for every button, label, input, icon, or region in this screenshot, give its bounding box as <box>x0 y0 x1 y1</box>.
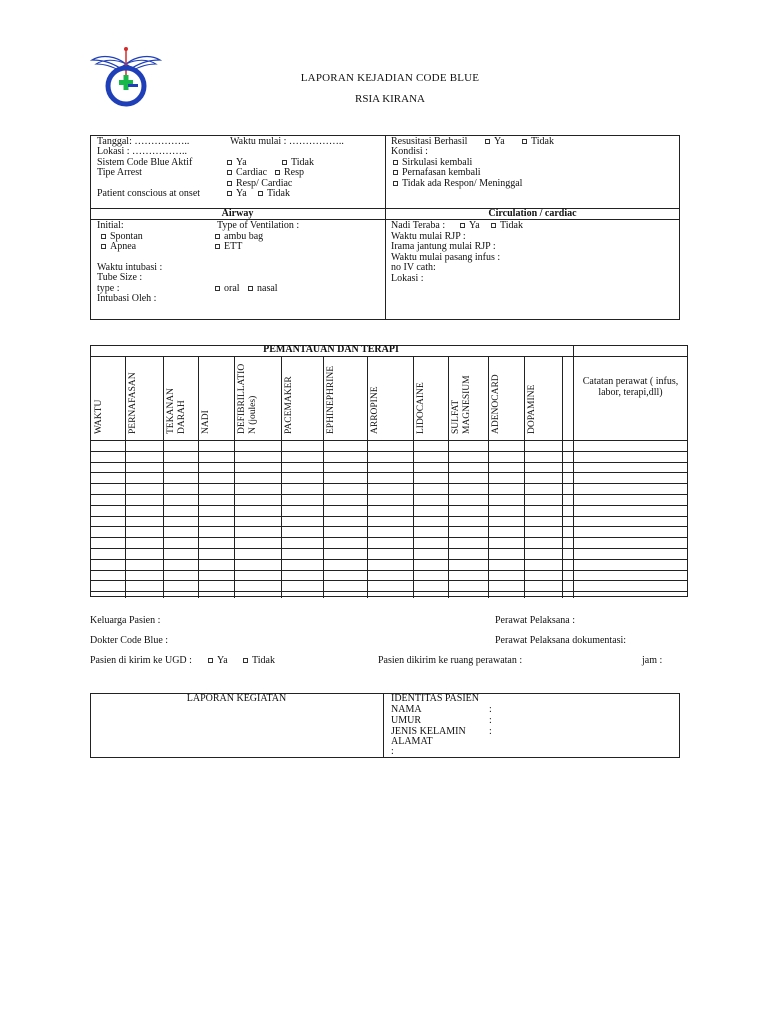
perawat-pelaksana-label: Perawat Pelaksana : <box>495 615 575 626</box>
nama-label: NAMA <box>391 704 422 715</box>
conscious-ya-option[interactable]: Ya <box>225 188 247 199</box>
type-label: type : <box>97 283 120 294</box>
nasal-option[interactable]: nasal <box>246 283 278 294</box>
checkbox-icon <box>215 286 220 291</box>
irama-label: Irama jantung mulai RJP : <box>391 241 496 252</box>
airway-heading: Airway <box>221 208 254 219</box>
ugd-label: Pasien di kirim ke UGD : <box>90 655 192 666</box>
conscious-label: Patient conscious at onset <box>97 188 201 199</box>
cardiac-option[interactable]: Cardiac <box>225 167 267 178</box>
sistem-tidak-option[interactable]: Tidak <box>280 157 314 168</box>
checkbox-icon <box>101 244 106 249</box>
laporan-kegiatan-label: LAPORAN KEGIATAN <box>186 693 287 704</box>
column-header: DEFIBRILLATIO N (joules) <box>237 363 258 434</box>
oral-option[interactable]: oral <box>213 283 240 294</box>
ugd-tidak-option[interactable]: Tidak <box>241 655 275 666</box>
hospital-logo <box>90 44 162 108</box>
alamat-label: ALAMAT <box>391 736 433 747</box>
sirkulasi-option[interactable]: Sirkulasi kembali <box>391 157 472 168</box>
umur-colon: : <box>489 715 492 726</box>
checkbox-icon <box>227 191 232 196</box>
jam-label: jam : <box>642 655 663 666</box>
checkbox-icon <box>393 181 398 186</box>
waktu-rjp-label: Waktu mulai RJP : <box>391 231 466 242</box>
column-header: TEKANAN DARAH <box>166 388 187 434</box>
sistem-ya-option[interactable]: Ya <box>225 157 247 168</box>
ambu-bag-option[interactable]: ambu bag <box>213 231 263 242</box>
monitoring-title: PEMANTAUAN DAN TERAPI <box>263 344 399 355</box>
column-header: WAKTU <box>94 399 104 434</box>
lokasi-label: Lokasi : …………….. <box>97 146 187 157</box>
nadi-tidak-option[interactable]: Tidak <box>489 220 523 231</box>
column-header: PACEMAKER <box>284 376 294 434</box>
resp-cardiac-option[interactable]: Resp/ Cardiac <box>225 178 292 189</box>
conscious-tidak-option[interactable]: Tidak <box>256 188 290 199</box>
checkbox-icon <box>393 160 398 165</box>
nadi-ya-option[interactable]: Ya <box>458 220 480 231</box>
waktu-infus-label: Waktu mulai pasang infus : <box>391 252 501 263</box>
intubasi-oleh-label: Intubasi Oleh : <box>97 293 157 304</box>
checkbox-icon <box>248 286 253 291</box>
ruang-label: Pasien dikirim ke ruang perawatan : <box>378 655 523 666</box>
checkbox-icon <box>282 160 287 165</box>
checkbox-icon <box>208 658 213 663</box>
alamat-colon: : <box>391 746 394 757</box>
initial-label: Initial: <box>97 220 124 231</box>
checkbox-icon <box>227 160 232 165</box>
notes-header: Catatan perawat ( infus, labor, terapi,dll) <box>582 376 679 398</box>
dokter-label: Dokter Code Blue : <box>90 635 169 646</box>
monitoring-table <box>90 345 688 597</box>
checkbox-icon <box>215 234 220 239</box>
checkbox-icon <box>101 234 106 239</box>
nadi-teraba-label: Nadi Teraba : <box>391 220 446 231</box>
kondisi-label: Kondisi : <box>391 146 428 157</box>
checkbox-icon <box>215 244 220 249</box>
tube-size-label: Tube Size : <box>97 272 143 283</box>
checkbox-icon <box>522 139 527 144</box>
resusitasi-label: Resusitasi Berhasil <box>391 136 468 147</box>
ugd-ya-option[interactable]: Ya <box>206 655 228 666</box>
report-title: LAPORAN KEJADIAN CODE BLUE <box>300 72 480 84</box>
umur-label: UMUR <box>391 715 422 726</box>
column-header: NADI <box>201 410 211 434</box>
apnea-option[interactable]: Apnea <box>99 241 136 252</box>
column-header: EPHINEPHRINE <box>326 365 336 434</box>
column-header: DOPAMINE <box>527 384 537 434</box>
resusitasi-ya-option[interactable]: Ya <box>483 136 505 147</box>
tanggal-label: Tanggal: …………….. <box>97 136 190 147</box>
nama-colon: : <box>489 704 492 715</box>
type-vent-label: Type of Ventilation : <box>217 220 300 231</box>
checkbox-icon <box>227 170 232 175</box>
tipe-arrest-label: Tipe Arrest <box>97 167 142 178</box>
checkbox-icon <box>393 170 398 175</box>
resp-option[interactable]: Resp <box>273 167 304 178</box>
checkbox-icon <box>258 191 263 196</box>
tidak-respon-option[interactable]: Tidak ada Respon/ Meninggal <box>391 178 522 189</box>
waktu-mulai-label: Waktu mulai : …………….. <box>230 136 344 147</box>
checkbox-icon <box>491 223 496 228</box>
column-header: SULFAT MAGNESIUM <box>451 375 472 434</box>
column-header: ADENOCARD <box>491 374 501 434</box>
spontan-option[interactable]: Spontan <box>99 231 143 242</box>
jenis-kelamin-label: JENIS KELAMIN <box>391 726 466 737</box>
checkbox-icon <box>227 181 232 186</box>
pernafasan-option[interactable]: Pernafasan kembali <box>391 167 481 178</box>
resusitasi-tidak-option[interactable]: Tidak <box>520 136 554 147</box>
column-header: PERNAFASAN <box>128 372 138 434</box>
jenis-kelamin-colon: : <box>489 726 492 737</box>
checkbox-icon <box>485 139 490 144</box>
perawat-dokumentasi-label: Perawat Pelaksana dokumentasi: <box>495 635 627 646</box>
column-header: ARROPINE <box>370 386 380 434</box>
column-header: LIDOCAINE <box>416 382 426 434</box>
no-iv-label: no IV cath: <box>391 262 436 273</box>
keluarga-label: Keluarga Pasien : <box>90 615 161 626</box>
checkbox-icon <box>275 170 280 175</box>
checkbox-icon <box>460 223 465 228</box>
checkbox-icon <box>243 658 248 663</box>
ett-option[interactable]: ETT <box>213 241 242 252</box>
sistem-label: Sistem Code Blue Aktif <box>97 157 193 168</box>
lokasi-circ-label: Lokasi : <box>391 273 424 284</box>
hospital-name: RSIA KIRANA <box>355 93 425 105</box>
identitas-label: IDENTITAS PASIEN <box>391 693 479 704</box>
circulation-heading: Circulation / cardiac <box>488 208 577 219</box>
waktu-intubasi-label: Waktu intubasi : <box>97 262 163 273</box>
